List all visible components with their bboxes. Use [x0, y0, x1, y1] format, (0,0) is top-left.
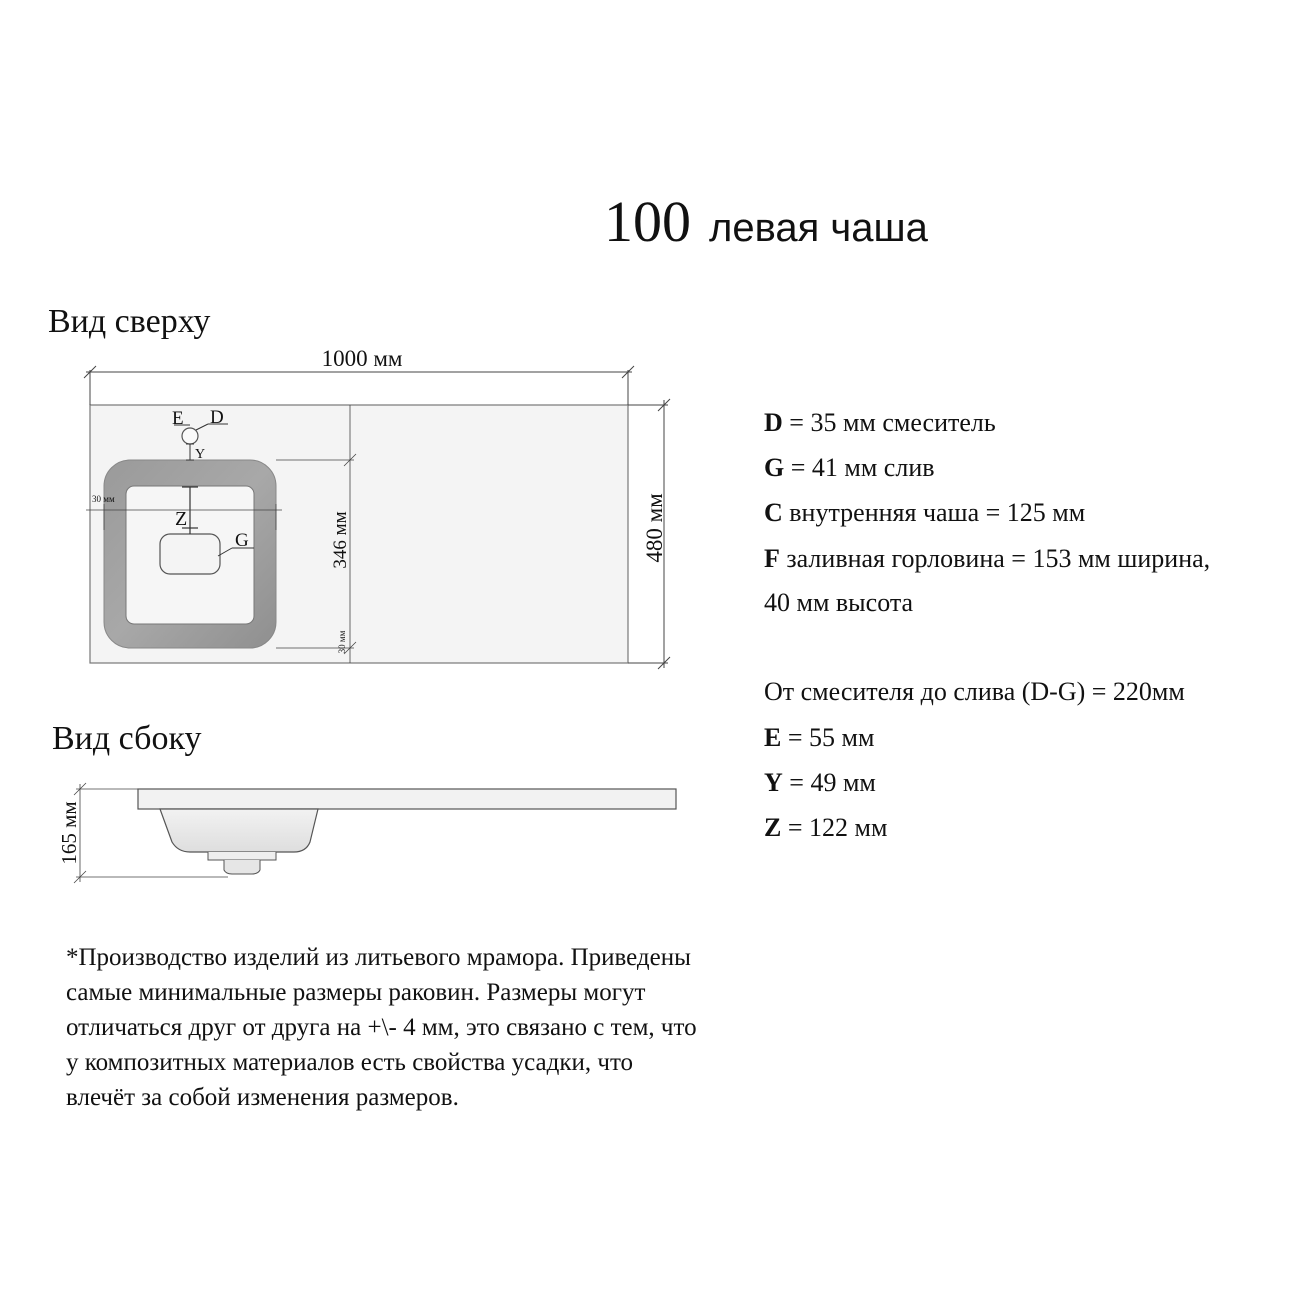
production-note [66, 940, 826, 1115]
note-line: отличаться друг от друга на +\- 4 мм, это связано с тем, что [66, 1014, 697, 1041]
spec-f: F заливная горловина = 153 мм ширина, [764, 544, 1211, 573]
bottom-offset-label: 30 мм [337, 630, 347, 654]
note-line: самые минимальные размеры раковин. Размеры могут [66, 979, 646, 1006]
depth-dimension-label: 480 мм [642, 493, 667, 563]
spec-z: Z = 122 мм [764, 813, 888, 842]
spec-g: G = 41 мм слив [764, 453, 935, 482]
spec-c: C внутренняя чаша = 125 мм [764, 498, 1086, 527]
width-dimension-label: 1000 мм [321, 346, 403, 371]
side-view-label: Вид сбоку [52, 720, 202, 757]
top-view-label: Вид сверху [48, 303, 211, 340]
faucet-hole [182, 428, 198, 444]
spec-e: E = 55 мм [764, 723, 875, 752]
height-dimension-label: 165 мм [57, 801, 81, 865]
marker-z: Z [175, 508, 188, 530]
spec-d: D = 35 мм смеситель [764, 408, 996, 437]
title-description: левая чаша [709, 206, 928, 250]
marker-g: G [235, 530, 249, 551]
top-view-drawing [0, 0, 760, 700]
note-line: *Производство изделий из литьевого мрамора. Приведены [66, 944, 691, 971]
title-model-number: 100 [604, 189, 691, 254]
marker-y: Y [195, 447, 206, 462]
drain-outline [160, 534, 220, 574]
side-offset-label: 30 мм [92, 494, 115, 504]
spec-y: Y = 49 мм [764, 768, 876, 797]
marker-d: D [210, 407, 224, 428]
note-line: влечёт за собой изменения размеров. [66, 1084, 459, 1111]
bowl-side [160, 809, 318, 852]
note-line: у композитных материалов есть свойства усадки, что [66, 1049, 634, 1076]
spec-d-g-distance: От смесителя до слива (D-G) = 220мм [764, 677, 1185, 706]
spec-f-height: 40 мм высота [764, 588, 914, 617]
marker-e: E [172, 408, 184, 429]
side-view-drawing [0, 760, 720, 900]
bowl-depth-label: 346 мм [330, 511, 351, 569]
countertop-side [138, 789, 676, 809]
